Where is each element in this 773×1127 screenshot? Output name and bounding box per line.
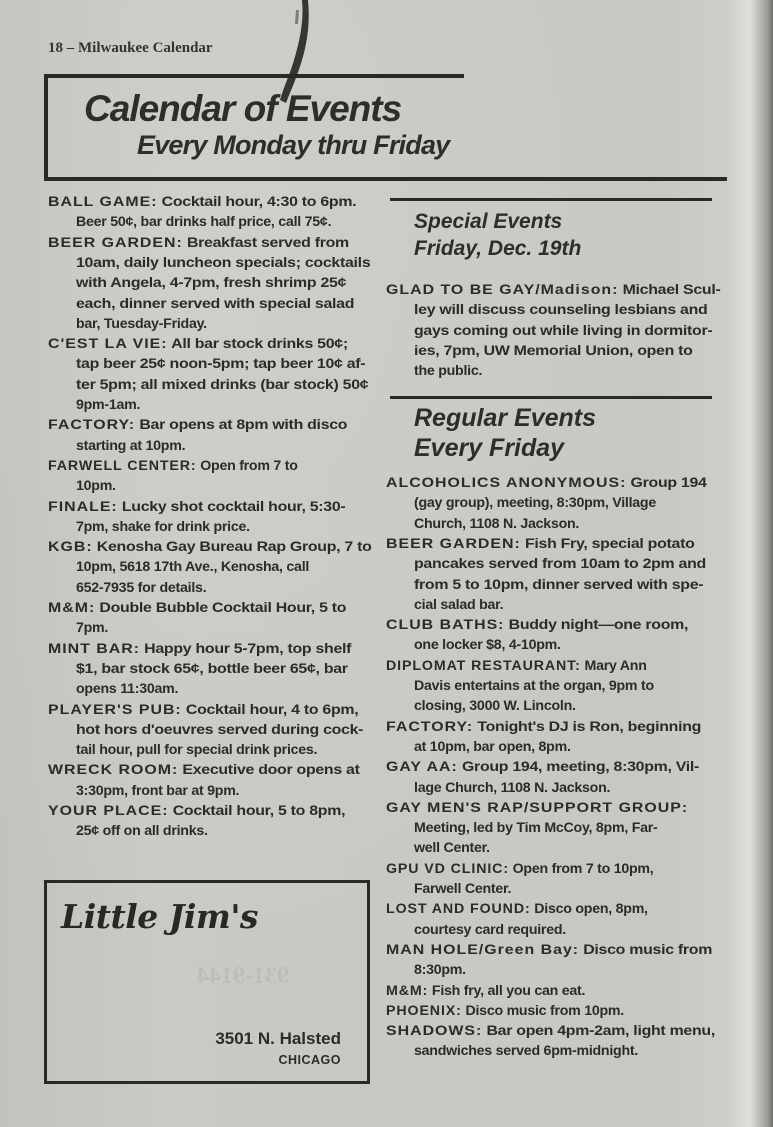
venue-name: LOST AND FOUND: [386,901,531,918]
listing-continuation-line [414,696,576,716]
listing-text: Disco music from [579,941,713,958]
listing-continuation-line [414,361,482,381]
listing-text: each, dinner served with special salad [76,295,355,312]
regular-events-heading: Regular Events [414,404,597,432]
venue-name: CLUB BATHS: [386,617,505,634]
listing-first-line [386,1021,715,1041]
listing-text: 8:30pm. [414,962,466,979]
venue-name: M&M: [48,600,96,616]
listing-first-line [48,537,372,557]
listing-text: Disco music from 10pm. [461,1002,624,1019]
listing-text: Meeting, led by Tim McCoy, 8pm, Far- [414,820,658,837]
listing-text: pancakes served from 10am to 2pm and [414,556,706,573]
listing-text: Buddy night—one room, [504,617,689,634]
venue-name: FINALE: [48,498,118,515]
listing-text: Beer 50¢, bar drinks half price, call 75¢. [76,214,332,231]
bleed-through-text: 931-9144 [197,963,289,989]
listing-first-line [386,859,653,879]
listing-continuation-line [414,1041,638,1061]
listing-text: 3:30pm, front bar at 9pm. [76,782,240,799]
listing-continuation-line [76,781,239,801]
listing-first-line [48,801,345,821]
listing-first-line [386,1001,624,1021]
listing-continuation-line [76,578,206,598]
listing-text: Executive door opens at [178,762,360,779]
listing-text: Open from 7 to [196,457,298,474]
listing-text: closing, 3000 W. Lincoln. [414,698,576,715]
venue-name: M&M: [386,982,429,999]
regular-events-rule-top [390,396,712,399]
venue-name: BALL GAME: [48,194,158,210]
listing-text: Open from 7 to 10pm, [508,860,654,877]
listing-text: opens 11:30am. [76,681,179,698]
listing-text: courtesy card required. [414,921,566,938]
listing-continuation-line [414,676,654,696]
listing-text: Happy hour 5-7pm, top shelf [140,640,352,657]
listing-text: 9pm-1am. [76,397,141,413]
listing-first-line [48,760,360,780]
listing-continuation-line [76,375,368,395]
listing-first-line [386,473,707,493]
venue-name: DIPLOMAT RESTAURANT: [386,657,581,674]
listing-continuation-line [76,212,331,232]
listing-text: gays coming out while living in dormitor- [414,322,713,339]
listing-continuation-line [76,821,208,841]
listing-first-line [48,456,298,476]
listing-continuation-line [76,618,108,638]
listing-continuation-line [76,294,354,314]
listing-text: Double Bubble Cocktail Hour, 5 to [95,600,347,616]
listing-text: Bar opens at 8pm with disco [135,417,348,434]
listing-first-line [386,798,688,818]
listing-continuation-line [414,635,561,655]
venue-name: PHOENIX: [386,1002,462,1019]
listing-text: 10am, daily luncheon specials; cocktails [76,254,371,271]
page-subtitle: Every Monday thru Friday [137,130,450,160]
header-rule-top [44,74,464,78]
listing-text: lage Church, 1108 N. Jackson. [414,779,611,796]
venue-name: KGB: [48,539,93,556]
listing-continuation-line [414,300,707,320]
venue-name: MAN HOLE/Green Bay: [386,941,580,958]
listing-first-line [386,899,648,919]
listing-text: bar, Tuesday-Friday. [76,315,207,332]
listing-text: Breakfast served from [182,234,349,251]
listing-text: Disco open, 8pm, [530,901,648,918]
header-rule-left [44,74,48,181]
page-title: Calendar of Events [84,88,402,129]
listing-text: Bar open 4pm-2am, light menu, [482,1023,715,1040]
listing-first-line [48,334,348,354]
listing-continuation-line [414,818,658,838]
listing-continuation-line [76,314,207,334]
listing-first-line [48,233,349,253]
listing-text: 25¢ off on all drinks. [76,823,208,840]
listing-text: Cocktail hour, 4:30 to 6pm. [157,194,357,210]
venue-name: FACTORY: [48,417,136,434]
listing-continuation-line [76,436,185,456]
listing-text: Michael Scul- [618,282,721,298]
listing-continuation-line [414,575,703,595]
listing-first-line [386,534,695,554]
ad-city: CHICAGO [278,1053,341,1067]
listing-continuation-line [414,838,490,858]
header-rule-bottom [44,177,727,181]
venue-name: GAY AA: [386,759,458,776]
listing-text: Cocktail hour, 5 to 8pm, [168,803,346,819]
listing-text: (gay group), meeting, 8:30pm, Village [414,495,656,512]
listing-text: the public. [414,363,483,380]
listing-first-line [48,192,356,212]
listing-text: Group 194 [626,475,707,491]
listing-text: one locker $8, 4-10pm. [414,637,561,654]
listing-text: Kenosha Gay Bureau Rap Group, 7 to [92,539,372,556]
listing-continuation-line [76,517,250,537]
venue-name: GPU VD CLINIC: [386,860,509,877]
venue-name: SHADOWS: [386,1023,483,1040]
listing-continuation-line [76,253,370,273]
listing-first-line [48,415,347,435]
listing-text: sandwiches served 6pm-midnight. [414,1043,639,1060]
little-jims-advertisement [44,880,370,1084]
venue-name: BEER GARDEN: [386,535,521,552]
listing-text: 7pm. [76,620,109,637]
venue-name: MINT BAR: [48,640,141,657]
special-events-date: Friday, Dec. 19th [414,237,582,260]
venue-name: C'EST LA VIE: [48,336,168,353]
venue-name: GAY MEN'S RAP/SUPPORT GROUP: [386,799,689,816]
ad-address: 3501 N. Halsted [215,1029,341,1048]
listing-continuation-line [76,273,346,293]
listing-text: Tonight's DJ is Ron, beginning [473,718,702,735]
listing-text: at 10pm, bar open, 8pm. [414,738,571,755]
listing-continuation-line [414,321,712,341]
listing-text: 7pm, shake for drink price. [76,518,250,535]
listing-first-line [386,615,688,635]
listing-first-line [386,656,647,676]
listing-continuation-line [76,720,363,740]
listing-first-line [48,497,345,517]
venue-name: BEER GARDEN: [48,234,183,251]
listing-text: Fish Fry, special potato [520,535,695,552]
listing-text: 10pm. [76,478,116,495]
listing-continuation-line [414,920,566,940]
listing-text: All bar stock drinks 50¢; [167,336,348,353]
listing-continuation-line [76,476,116,496]
listing-text: ter 5pm; all mixed drinks (bar stock) 50¢ [76,376,369,393]
listing-continuation-line [76,740,317,760]
listing-continuation-line [414,514,579,534]
listing-text: with Angela, 4-7pm, fresh shrimp 25¢ [76,275,347,292]
listing-text: 10pm, 5618 17th Ave., Kenosha, call [76,559,310,576]
listing-continuation-line [76,659,348,679]
page-folio: 18 – Milwaukee Calendar [48,40,213,56]
listing-text: tail hour, pull for special drink prices. [76,742,318,759]
listing-text: tap beer 25¢ noon-5pm; tap beer 10¢ af- [76,356,366,373]
listing-text: starting at 10pm. [76,437,186,454]
venue-name: PLAYER'S PUB: [48,701,182,718]
listing-first-line [386,940,712,960]
special-events-heading: Special Events [414,210,563,233]
listing-text: from 5 to 10pm, dinner served with spe- [414,576,704,593]
special-events-rule-top [390,198,712,201]
listing-text: Mary Ann [580,657,647,674]
listing-first-line [386,280,720,300]
listing-text: Lucky shot cocktail hour, 5:30- [117,498,346,515]
listing-continuation-line [414,778,610,798]
listing-first-line [386,717,701,737]
listing-text: Church, 1108 N. Jackson. [414,515,580,532]
listing-continuation-line [76,395,140,415]
venue-name: GLAD TO BE GAY/Madison: [386,282,619,298]
venue-name: WRECK ROOM: [48,762,179,779]
listing-text: Farwell Center. [414,881,512,897]
listing-text: $1, bar stock 65¢, bottle beer 65¢, bar [76,660,348,677]
listing-text: well Center. [414,840,490,857]
ad-logo: Little Jim's [61,897,258,936]
venue-name: YOUR PLACE: [48,803,169,819]
regular-events-subheading: Every Friday [414,434,565,462]
listing-text: ley will discuss counseling lesbians and [414,302,708,319]
listing-first-line [48,700,358,720]
listing-text: cial salad bar. [414,596,504,613]
listing-text: Fish fry, all you can eat. [428,982,586,999]
listing-continuation-line [414,879,511,899]
listing-first-line [48,598,346,618]
listing-continuation-line [414,554,706,574]
listing-continuation-line [414,341,693,361]
venue-name: ALCOHOLICS ANONYMOUS: [386,475,627,491]
listing-text: Davis entertains at the organ, 9pm to [414,678,654,694]
listing-text: 652-7935 for details. [76,579,207,596]
calendar-header-box [44,74,727,181]
listing-text: Group 194, meeting, 8:30pm, Vil- [457,759,700,776]
listing-text: hot hors d'oeuvres served during cock- [76,721,364,738]
listing-continuation-line [414,960,466,980]
listing-continuation-line [76,557,309,577]
listing-continuation-line [414,737,571,757]
listing-continuation-line [414,493,656,513]
listing-first-line [48,639,351,659]
venue-name: FACTORY: [386,718,474,735]
listing-continuation-line [414,595,503,615]
listing-continuation-line [76,354,365,374]
listing-continuation-line [76,679,178,699]
listing-text: Cocktail hour, 4 to 6pm, [181,701,359,718]
venue-name: FARWELL CENTER: [48,457,197,474]
listing-first-line [386,757,699,777]
listing-text: ies, 7pm, UW Memorial Union, open to [414,342,693,359]
listing-first-line [386,981,585,1001]
